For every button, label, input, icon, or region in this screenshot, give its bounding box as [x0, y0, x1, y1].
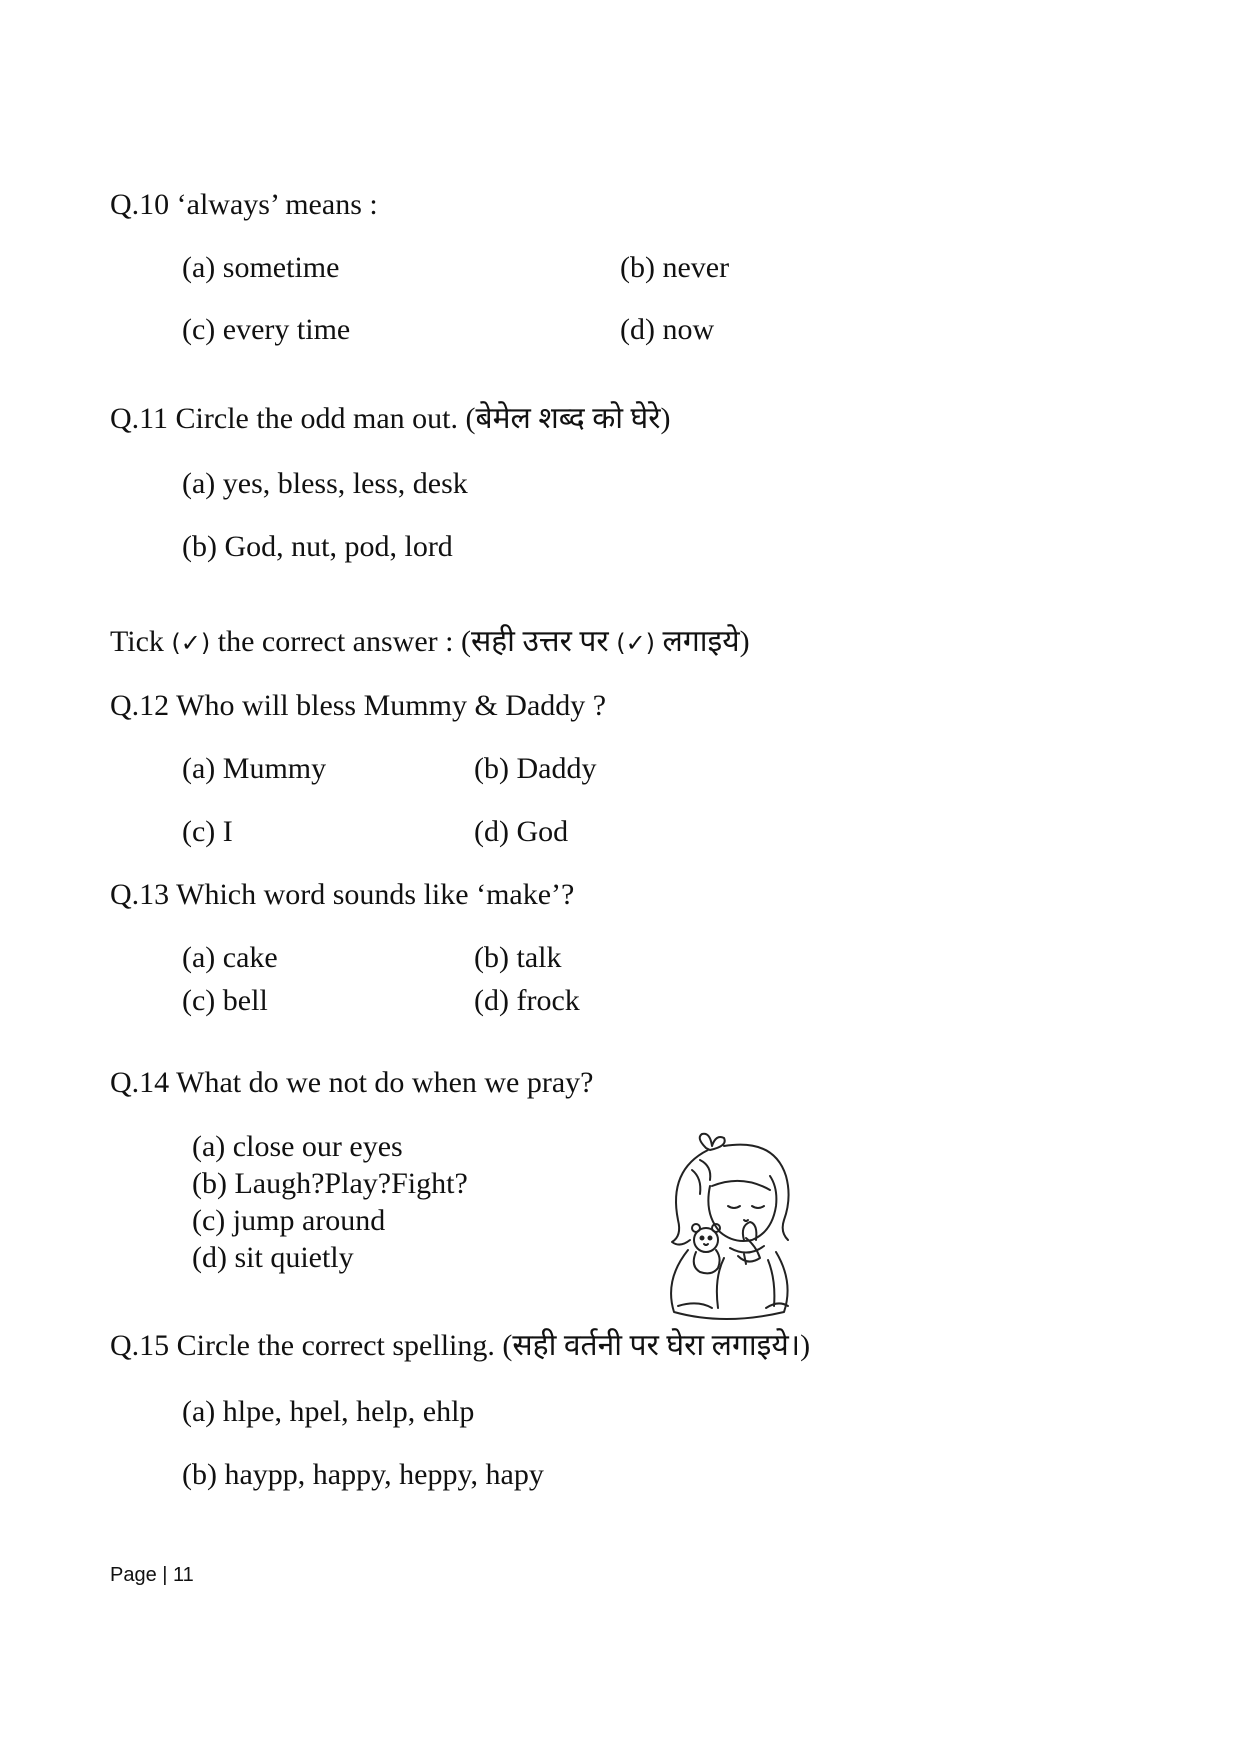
q12-option-b: (b) Daddy [474, 752, 597, 785]
page-number: Page | 11 [110, 1564, 194, 1586]
q11-option-a: (a) yes, bless, less, desk [182, 467, 468, 500]
q13-option-d: (d) frock [474, 984, 580, 1017]
tick-mark-icon: (✓) [171, 629, 211, 657]
instruction-middle: the correct answer : (सही उत्तर पर [210, 625, 617, 658]
tick-mark-icon: (✓) [616, 629, 656, 657]
q13-question: Q.13 Which word sounds like ‘make’? [110, 878, 575, 911]
q10-option-a: (a) sometime [182, 251, 340, 284]
q15-option-b: (b) haypp, happy, heppy, hapy [182, 1458, 544, 1491]
q12-option-d: (d) God [474, 815, 569, 848]
q13-option-a: (a) cake [182, 941, 278, 974]
q11-option-b: (b) God, nut, pod, lord [182, 530, 453, 563]
q14-option-d: (d) sit quietly [192, 1241, 354, 1274]
instruction-prefix: Tick [110, 625, 172, 658]
instruction-line [110, 624, 750, 661]
q12-option-a: (a) Mummy [182, 752, 327, 785]
q10-option-c: (c) every time [182, 313, 351, 346]
praying-girl-icon [648, 1130, 848, 1330]
q10-option-d: (d) now [620, 313, 715, 346]
q15-question: Q.15 Circle the correct spelling. (सही वर्तनी पर घेरा लगाइये।) [110, 1329, 811, 1362]
q13-option-c: (c) bell [182, 984, 268, 1017]
q14-option-a: (a) close our eyes [192, 1130, 403, 1163]
q14-option-c: (c) jump around [192, 1204, 386, 1237]
q14-question: Q.14 What do we not do when we pray? [110, 1066, 594, 1099]
q12-question: Q.12 Who will bless Mummy & Daddy ? [110, 689, 607, 722]
q15-option-a: (a) hlpe, hpel, help, ehlp [182, 1395, 475, 1428]
q14-option-b: (b) Laugh?Play?Fight? [192, 1167, 468, 1200]
q10-question: Q.10 ‘always’ means : [110, 188, 378, 221]
instruction-suffix: लगाइये) [655, 625, 750, 658]
q12-option-c: (c) I [182, 815, 233, 848]
q10-option-b: (b) never [620, 251, 730, 284]
q11-question: Q.11 Circle the odd man out. (बेमेल शब्द को घेरे) [110, 402, 671, 435]
q13-option-b: (b) talk [474, 941, 562, 974]
